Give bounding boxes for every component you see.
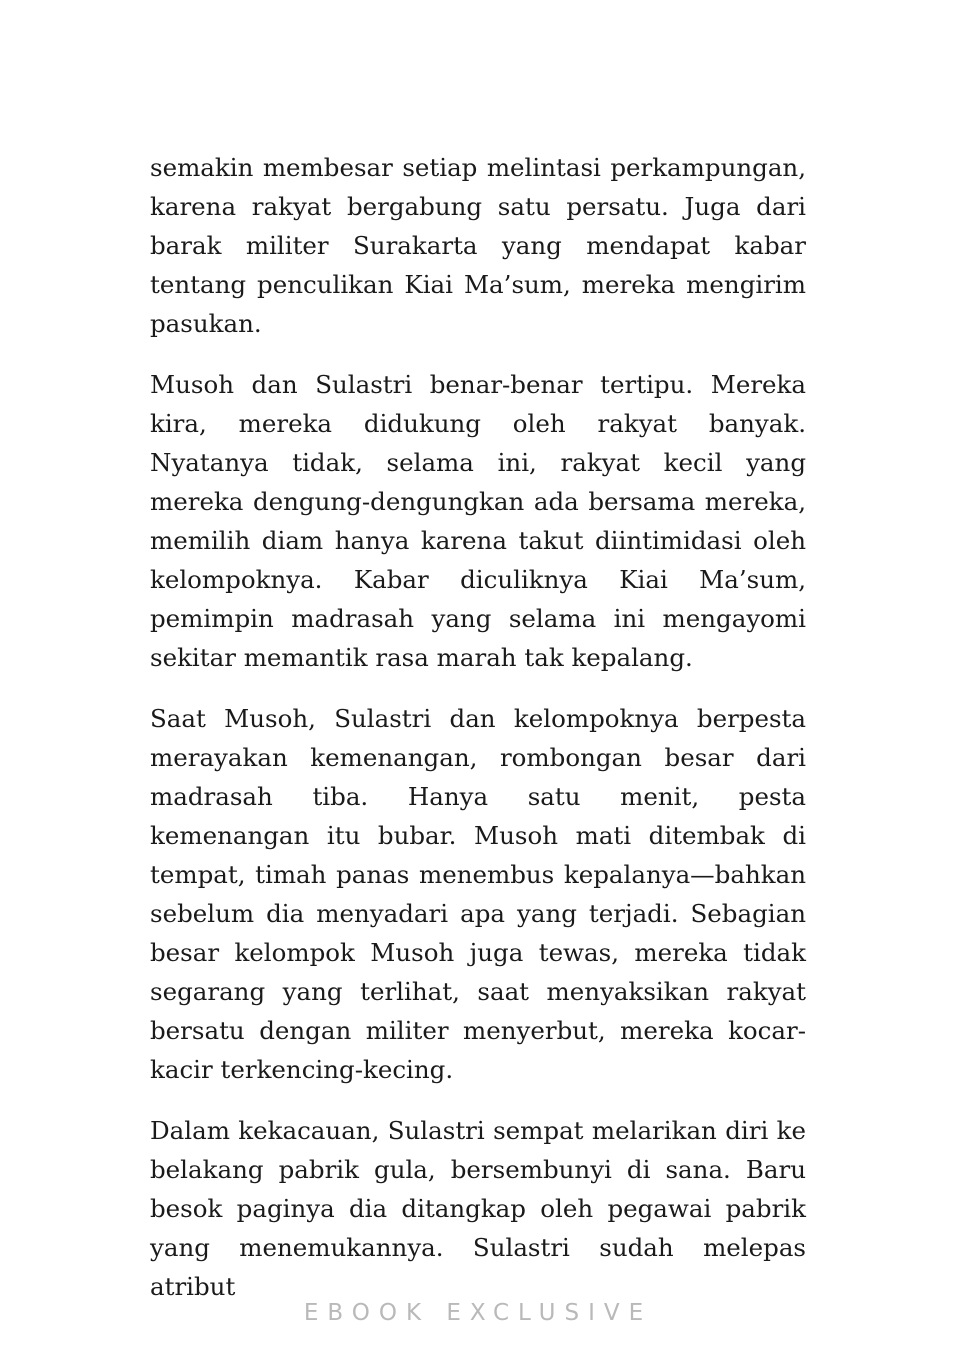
footer-watermark: EBOOK EXCLUSIVE — [303, 1300, 653, 1326]
body-text — [150, 148, 806, 1328]
paragraph-1: semakin membesar setiap melintasi perkampungan, karena rakyat bergabung satu persatu. Juga dari barak militer Surakarta yang mendapat kabar tentang penculikan Kiai Ma’sum, mereka mengirim pasukan. — [150, 153, 806, 338]
paragraph-2: Musoh dan Sulastri benar-benar tertipu. Mereka kira, mereka didukung oleh rakyat banyak. Nyatanya tidak, selama ini, rakyat kecil yang mereka dengung-dengungkan ada bersama mereka, memilih diam hanya karena takut diintimidasi oleh kelompoknya. Kabar diculiknya Kiai Ma’sum, pemimpin madrasah yang selama ini mengayomi sekitar memantik rasa marah tak kepalang. — [150, 370, 806, 672]
paragraph-4: Dalam kekacauan, Sulastri sempat melarikan diri ke belakang pabrik gula, bersembunyi di sana. Baru besok paginya dia ditangkap oleh pegawai pabrik yang menemukannya. Sulastri sudah melepas atribut — [150, 1116, 806, 1301]
paragraph-3: Saat Musoh, Sulastri dan kelompoknya berpesta merayakan kemenangan, rombongan besar dari madrasah tiba. Hanya satu menit, pesta kemenangan itu bubar. Musoh mati ditembak di tempat, timah panas menembus kepalanya—bahkan sebelum dia menyadari apa yang terjadi. Sebagian besar kelompok Musoh juga tewas, mereka tidak segarang yang terlihat, saat menyaksikan rakyat bersatu dengan militer menyerbut, mereka kocar-kacir terkencing-kecing. — [150, 704, 806, 1084]
